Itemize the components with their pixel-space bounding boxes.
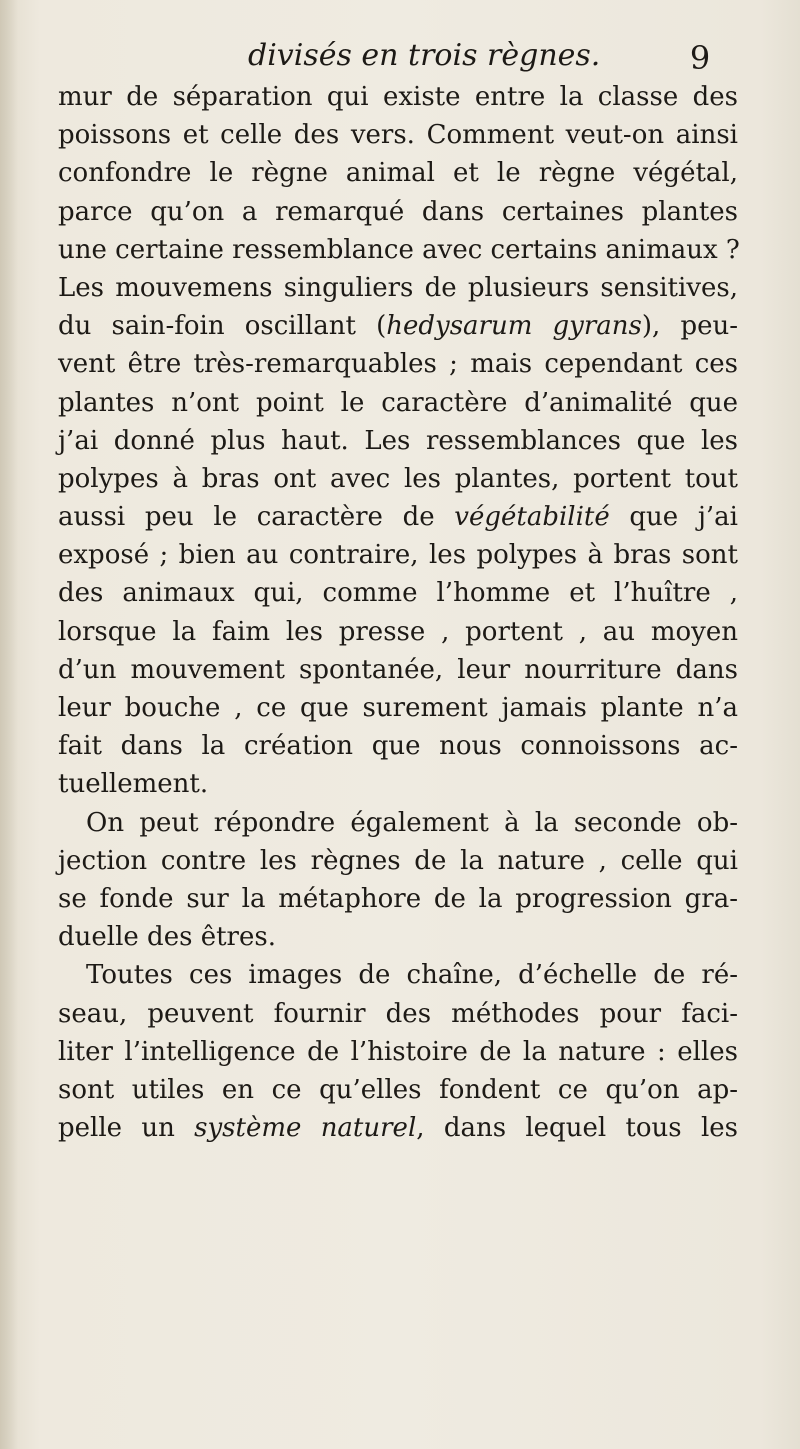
text-line: j’ai donné plus haut. Les ressemblances que les (58, 425, 738, 456)
binding-shadow (0, 0, 18, 1449)
text-line: une certaine ressemblance avec certains animaux ? (58, 234, 740, 265)
page-number: 9 (689, 39, 711, 77)
italic-term-hedysarum: hedysarum gyrans (386, 311, 642, 342)
text-line: seau, peuvent fournir des méthodes pour faci- (58, 998, 738, 1029)
text-line: tuellement. (58, 769, 209, 800)
text-line: des animaux qui, comme l’homme et l’huître , (58, 578, 738, 609)
text-line: vent être très-remarquables ; mais cependant ces (58, 349, 738, 380)
text-line: polypes à bras ont avec les plantes, portent tout (58, 463, 738, 494)
text-line: pelle un système naturel, dans lequel tous les (58, 1113, 738, 1144)
text-line: lorsque la faim les presse , portent , au moyen (58, 616, 738, 647)
text-line: exposé ; bien au contraire, les polypes à bras sont (58, 540, 738, 571)
text-line: mur de séparation qui existe entre la classe des (58, 82, 738, 112)
text-line: duelle des êtres. (58, 922, 276, 953)
italic-term-systeme-naturel: système naturel (194, 1113, 417, 1144)
text-line: se fonde sur la métaphore de la progression gra- (58, 883, 738, 914)
text-line: du sain-foin oscillant (hedysarum gyrans), peu- (58, 311, 738, 342)
text-line: jection contre les règnes de la nature , celle qui (58, 845, 738, 876)
text-line: On peut répondre également à la seconde ob- (86, 807, 738, 838)
text-line: plantes n’ont point le caractère d’animalité que (58, 387, 738, 418)
text-line: aussi peu le caractère de végétabilité que j’ai (58, 502, 738, 533)
running-title: divisés en trois règnes. (248, 38, 601, 73)
text-line: sont utiles en ce qu’elles fondent ce qu’on ap- (58, 1074, 738, 1105)
text-line: d’un mouvement spontanée, leur nourriture dans (58, 654, 738, 685)
text-line: poissons et celle des vers. Comment veut-on ainsi (58, 120, 738, 151)
text-line: confondre le règne animal et le règne végétal, (58, 158, 738, 189)
text-line: Toutes ces images de chaîne, d’échelle de ré- (86, 960, 738, 991)
text-line: Les mouvemens singuliers de plusieurs sensitives, (58, 272, 738, 303)
body-text (58, 78, 738, 1147)
italic-term-vegetabilite: végétabilité (454, 502, 610, 533)
text-line: parce qu’on a remarqué dans certaines plantes (58, 196, 738, 227)
running-head (0, 36, 800, 76)
text-line: leur bouche , ce que surement jamais plante n’a (58, 693, 738, 723)
text-line: liter l’intelligence de l’histoire de la nature : elles (58, 1036, 738, 1067)
text-line: fait dans la création que nous connoissons ac- (58, 731, 738, 762)
